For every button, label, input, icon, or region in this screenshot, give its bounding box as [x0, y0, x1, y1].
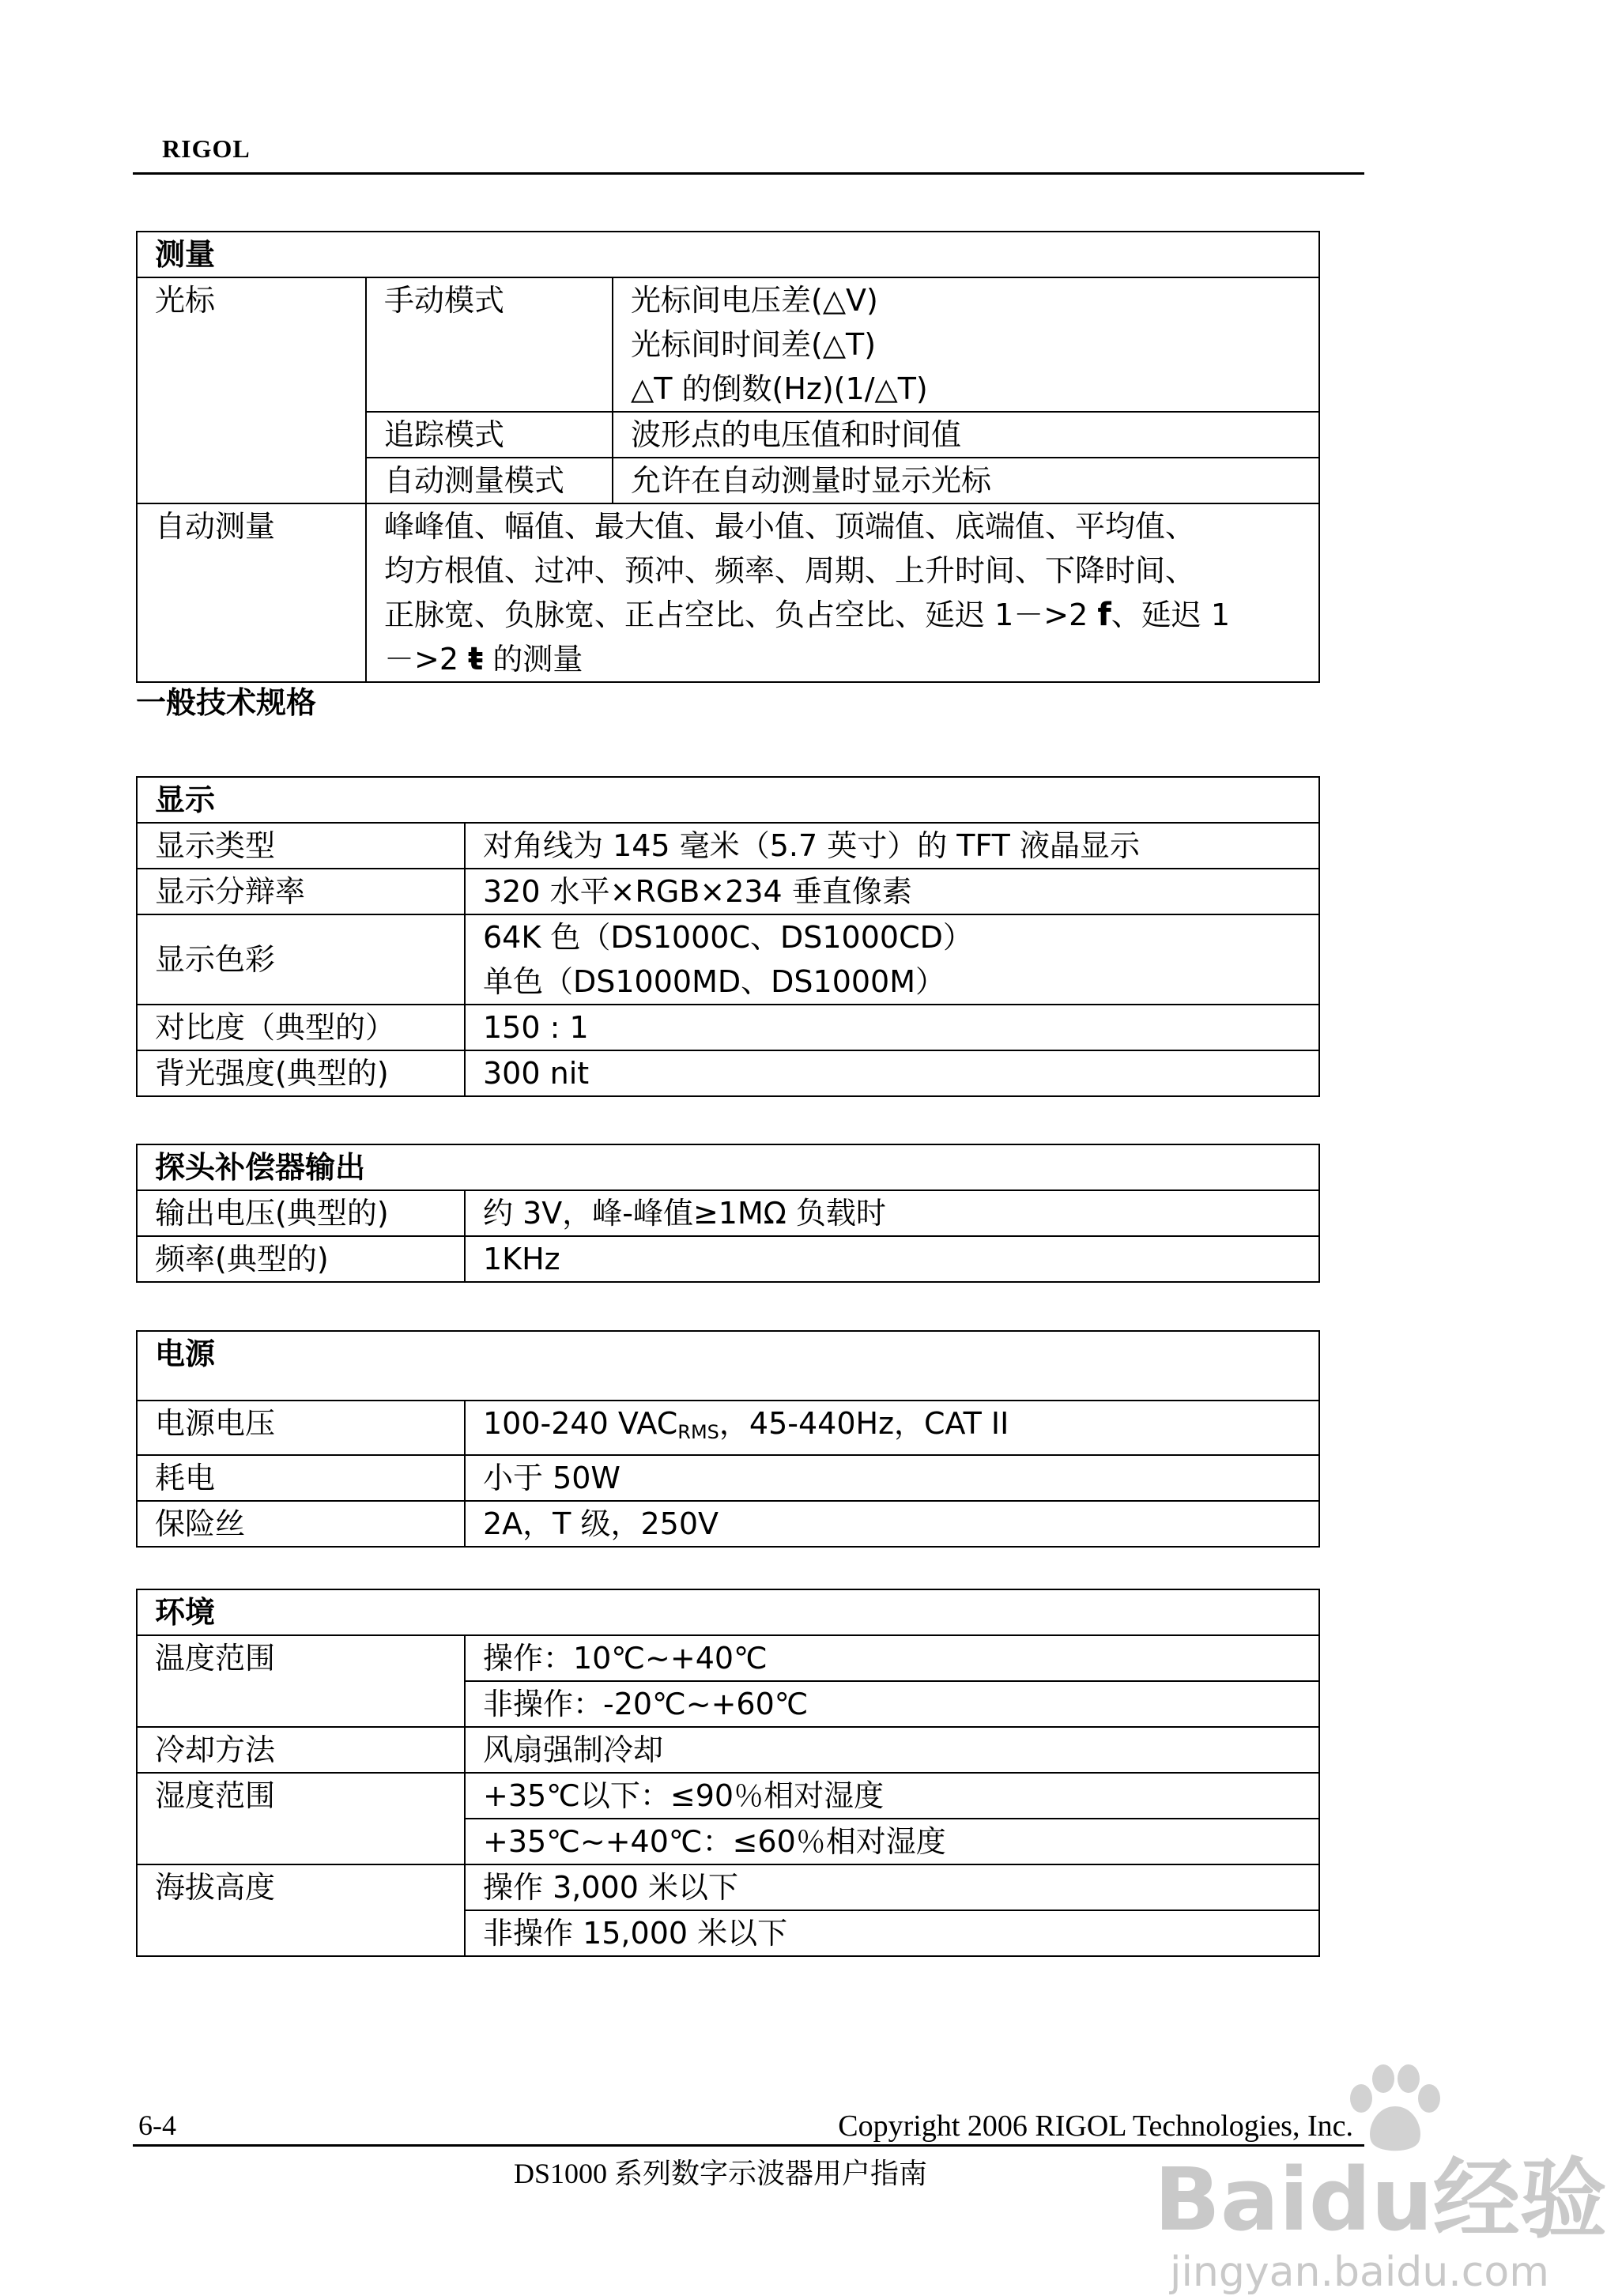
temperature-label: 温度范围	[137, 1635, 465, 1727]
auto-measure-line-4-tail: 的测量	[483, 642, 583, 677]
display-type-label: 显示类型	[137, 823, 465, 869]
cooling-value: 风扇强制冷却	[465, 1727, 1319, 1773]
rising-edge-icon: f	[1097, 597, 1111, 633]
cooling-label: 冷却方法	[137, 1727, 465, 1773]
probe-frequency-label: 频率(典型的)	[137, 1236, 465, 1282]
manual-value-1: 光标间电压差(△V)	[631, 283, 878, 318]
display-title: 显示	[137, 777, 1319, 823]
probe-voltage-value: 约 3V，峰-峰值≥1MΩ 负载时	[465, 1190, 1319, 1236]
power-voltage-label: 电源电压	[137, 1401, 465, 1455]
humidity-value-2: +35℃~+40℃：≤60％相对湿度	[465, 1819, 1319, 1864]
altitude-label: 海拔高度	[137, 1864, 465, 1956]
auto-measure-line-2: 均方根值、过冲、预冲、频率、周期、上升时间、下降时间、	[384, 553, 1196, 588]
temperature-non-operating: 非操作：-20℃~+60℃	[465, 1681, 1319, 1727]
manual-mode-values	[613, 277, 1319, 412]
auto-measure-line-3-text: 正脉宽、负脉宽、正占空比、负占空比、延迟 1－>2	[384, 598, 1098, 632]
fuse-value: 2A，T 级，250V	[465, 1501, 1319, 1547]
manual-mode-label: 手动模式	[366, 277, 613, 412]
auto-measure-line-3-tail: 、延迟 1	[1111, 598, 1231, 632]
brand-logo: RIGOL	[162, 134, 251, 163]
auto-measure-line-4-text: －>2	[384, 642, 469, 677]
display-resolution-value: 320 水平×RGB×234 垂直像素	[465, 869, 1319, 914]
contrast-value: 150 : 1	[465, 1005, 1319, 1050]
power-title: 电源	[137, 1331, 1319, 1401]
probe-voltage-label: 输出电压(典型的)	[137, 1190, 465, 1236]
page-number: 6-4	[138, 2109, 176, 2141]
probe-title: 探头补偿器输出	[137, 1144, 1319, 1190]
manual-value-3: △T 的倒数(Hz)(1/△T)	[631, 371, 928, 406]
header-rule	[133, 172, 1364, 175]
auto-measure-list	[366, 503, 1319, 682]
environment-table	[136, 1589, 1320, 1957]
display-resolution-label: 显示分辩率	[137, 869, 465, 914]
fuse-label: 保险丝	[137, 1501, 465, 1547]
watermark-main: Baidu经验	[1154, 2149, 1607, 2250]
watermark-url: jingyan.baidu.com	[1170, 2249, 1549, 2296]
temperature-operating: 操作：10℃~+40℃	[465, 1635, 1319, 1681]
manual-title: DS1000 系列数字示波器用户指南	[514, 2158, 928, 2189]
falling-edge-icon: ŧ	[468, 641, 484, 677]
manual-value-2: 光标间时间差(△T)	[631, 327, 877, 362]
power-voltage-suffix: ，45-440Hz，CAT II	[719, 1406, 1009, 1441]
auto-measure-line-3	[384, 593, 1301, 637]
general-spec-heading: 一般技术规格	[136, 685, 317, 720]
auto-measure-line-1: 峰峰值、幅值、最大值、最小值、顶端值、底端值、平均值、	[384, 509, 1196, 544]
power-consumption-label: 耗电	[137, 1455, 465, 1501]
power-voltage-subscript: RMS	[677, 1421, 719, 1443]
track-mode-label: 追踪模式	[366, 412, 613, 458]
backlight-label: 背光强度(典型的)	[137, 1050, 465, 1096]
auto-measure-line-4	[384, 637, 1301, 681]
altitude-operating: 操作 3,000 米以下	[465, 1864, 1319, 1910]
display-color-line-2: 单色（DS1000MD、DS1000M）	[483, 964, 946, 999]
cursor-label: 光标	[137, 277, 366, 503]
power-voltage-main: 100-240 VAC	[483, 1406, 678, 1441]
humidity-label: 湿度范围	[137, 1773, 465, 1864]
probe-frequency-value: 1KHz	[465, 1236, 1319, 1282]
power-table	[136, 1330, 1320, 1548]
humidity-value-1: +35℃以下：≤90％相对湿度	[465, 1773, 1319, 1819]
measure-title: 测量	[137, 232, 1319, 277]
display-type-value: 对角线为 145 毫米（5.7 英寸）的 TFT 液晶显示	[465, 823, 1319, 869]
display-table	[136, 776, 1320, 1097]
backlight-value: 300 nit	[465, 1050, 1319, 1096]
display-color-line-1: 64K 色（DS1000C、DS1000CD）	[483, 920, 973, 955]
track-mode-value: 波形点的电压值和时间值	[613, 412, 1319, 458]
environment-title: 环境	[137, 1589, 1319, 1635]
auto-mode-label: 自动测量模式	[366, 458, 613, 503]
contrast-label: 对比度（典型的）	[137, 1005, 465, 1050]
display-color-value	[465, 914, 1319, 1005]
display-color-label: 显示色彩	[137, 914, 465, 1005]
power-voltage-value	[465, 1401, 1319, 1455]
measure-table	[136, 231, 1320, 683]
auto-measure-label: 自动测量	[137, 503, 366, 682]
copyright: Copyright 2006 RIGOL Technologies, Inc.	[838, 2109, 1353, 2143]
auto-mode-value: 允许在自动测量时显示光标	[613, 458, 1319, 503]
altitude-non-operating: 非操作 15,000 米以下	[465, 1910, 1319, 1956]
probe-table	[136, 1144, 1320, 1283]
power-consumption-value: 小于 50W	[465, 1455, 1319, 1501]
